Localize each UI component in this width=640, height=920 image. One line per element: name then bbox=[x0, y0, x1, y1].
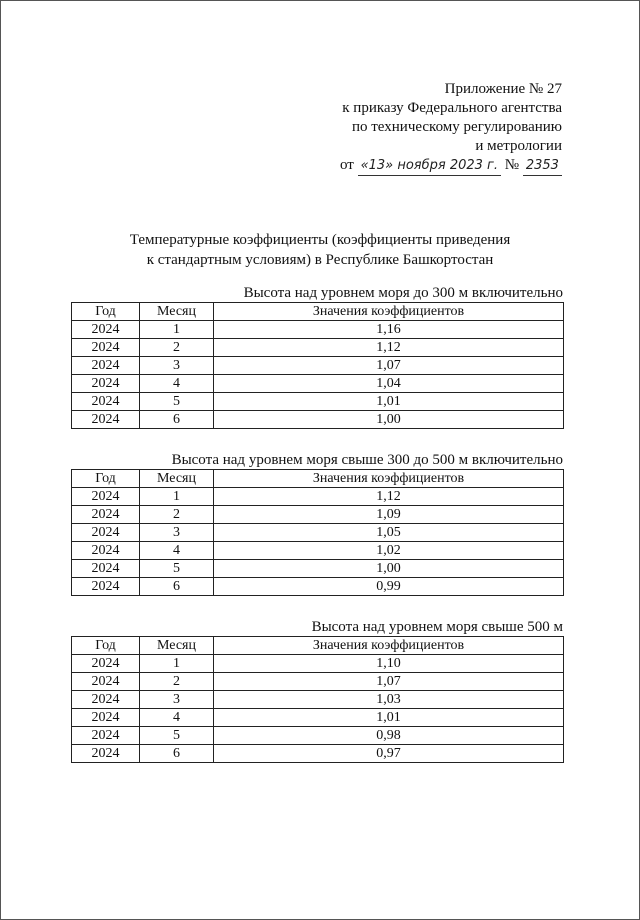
cell-month: 3 bbox=[140, 357, 214, 375]
cell-value: 0,98 bbox=[214, 727, 564, 745]
cell-month: 4 bbox=[140, 709, 214, 727]
table-row bbox=[72, 709, 564, 727]
cell-month: 3 bbox=[140, 691, 214, 709]
cell-year: 2024 bbox=[72, 488, 140, 506]
cell-value: 1,12 bbox=[214, 488, 564, 506]
table-row bbox=[72, 321, 564, 339]
table-row bbox=[72, 524, 564, 542]
cell-month: 5 bbox=[140, 727, 214, 745]
table-row bbox=[72, 488, 564, 506]
cell-value: 1,01 bbox=[214, 709, 564, 727]
appendix-line: к приказу Федерального агентства bbox=[342, 100, 562, 116]
coefficient-table bbox=[71, 636, 564, 763]
cell-month: 6 bbox=[140, 578, 214, 596]
table-row bbox=[72, 375, 564, 393]
table-header-row bbox=[72, 637, 564, 655]
cell-year: 2024 bbox=[72, 411, 140, 429]
cell-value: 1,00 bbox=[214, 411, 564, 429]
cell-month: 4 bbox=[140, 542, 214, 560]
table-row bbox=[72, 542, 564, 560]
table-row bbox=[72, 339, 564, 357]
column-header-year: Год bbox=[72, 637, 140, 655]
cell-month: 6 bbox=[140, 411, 214, 429]
column-header-year: Год bbox=[72, 303, 140, 321]
table-row bbox=[72, 745, 564, 763]
cell-value: 1,07 bbox=[214, 357, 564, 375]
cell-year: 2024 bbox=[72, 506, 140, 524]
table-row bbox=[72, 727, 564, 745]
table-row bbox=[72, 393, 564, 411]
table-row bbox=[72, 578, 564, 596]
column-header-value: Значения коэффициентов bbox=[214, 470, 564, 488]
cell-value: 1,07 bbox=[214, 673, 564, 691]
cell-year: 2024 bbox=[72, 673, 140, 691]
cell-value: 1,01 bbox=[214, 393, 564, 411]
column-header-month: Месяц bbox=[140, 303, 214, 321]
cell-value: 1,00 bbox=[214, 560, 564, 578]
cell-month: 1 bbox=[140, 321, 214, 339]
cell-value: 1,05 bbox=[214, 524, 564, 542]
table-row bbox=[72, 673, 564, 691]
cell-year: 2024 bbox=[72, 655, 140, 673]
column-header-month: Месяц bbox=[140, 470, 214, 488]
cell-year: 2024 bbox=[72, 542, 140, 560]
coefficient-table bbox=[71, 302, 564, 429]
cell-year: 2024 bbox=[72, 393, 140, 411]
order-number: 2353 bbox=[523, 156, 562, 176]
cell-year: 2024 bbox=[72, 339, 140, 357]
cell-month: 2 bbox=[140, 506, 214, 524]
appendix-line: и метрологии bbox=[475, 138, 562, 154]
cell-year: 2024 bbox=[72, 691, 140, 709]
coefficient-table-block bbox=[71, 619, 563, 763]
appendix-line: Приложение № 27 bbox=[444, 81, 562, 97]
order-reference bbox=[340, 156, 562, 176]
cell-value: 0,99 bbox=[214, 578, 564, 596]
cell-value: 1,16 bbox=[214, 321, 564, 339]
cell-month: 4 bbox=[140, 375, 214, 393]
cell-year: 2024 bbox=[72, 321, 140, 339]
cell-year: 2024 bbox=[72, 357, 140, 375]
table-row bbox=[72, 560, 564, 578]
column-header-value: Значения коэффициентов bbox=[214, 303, 564, 321]
cell-year: 2024 bbox=[72, 375, 140, 393]
cell-month: 3 bbox=[140, 524, 214, 542]
document-title bbox=[0, 230, 640, 270]
cell-year: 2024 bbox=[72, 578, 140, 596]
cell-month: 5 bbox=[140, 393, 214, 411]
cell-year: 2024 bbox=[72, 745, 140, 763]
cell-month: 2 bbox=[140, 339, 214, 357]
cell-value: 0,97 bbox=[214, 745, 564, 763]
cell-value: 1,04 bbox=[214, 375, 564, 393]
cell-year: 2024 bbox=[72, 709, 140, 727]
cell-year: 2024 bbox=[72, 560, 140, 578]
table-row bbox=[72, 655, 564, 673]
cell-month: 2 bbox=[140, 673, 214, 691]
cell-year: 2024 bbox=[72, 727, 140, 745]
column-header-value: Значения коэффициентов bbox=[214, 637, 564, 655]
coefficient-table bbox=[71, 469, 564, 596]
coefficient-table-block bbox=[71, 285, 563, 429]
cell-value: 1,12 bbox=[214, 339, 564, 357]
order-number-label: № bbox=[504, 157, 520, 173]
table-caption: Высота над уровнем моря свыше 300 до 500 м включительно bbox=[171, 452, 563, 468]
cell-month: 1 bbox=[140, 488, 214, 506]
table-caption: Высота над уровнем моря свыше 500 м bbox=[311, 619, 563, 635]
coefficient-table-block bbox=[71, 452, 563, 596]
cell-month: 5 bbox=[140, 560, 214, 578]
cell-value: 1,02 bbox=[214, 542, 564, 560]
appendix-line: по техническому регулированию bbox=[351, 119, 562, 135]
table-header-row bbox=[72, 303, 564, 321]
cell-value: 1,10 bbox=[214, 655, 564, 673]
cell-month: 6 bbox=[140, 745, 214, 763]
order-prefix: от bbox=[340, 157, 354, 173]
cell-value: 1,03 bbox=[214, 691, 564, 709]
document-title-line: к стандартным условиям) в Республике Башкортостан bbox=[146, 252, 494, 268]
column-header-year: Год bbox=[72, 470, 140, 488]
cell-month: 1 bbox=[140, 655, 214, 673]
column-header-month: Месяц bbox=[140, 637, 214, 655]
order-date: «13» ноября 2023 г. bbox=[358, 156, 501, 176]
table-row bbox=[72, 691, 564, 709]
table-caption: Высота над уровнем моря до 300 м включительно bbox=[243, 285, 563, 301]
appendix-header bbox=[342, 80, 562, 156]
table-row bbox=[72, 506, 564, 524]
table-header-row bbox=[72, 470, 564, 488]
cell-year: 2024 bbox=[72, 524, 140, 542]
document-title-line: Температурные коэффициенты (коэффициенты приведения bbox=[129, 232, 511, 248]
table-row bbox=[72, 411, 564, 429]
cell-value: 1,09 bbox=[214, 506, 564, 524]
table-row bbox=[72, 357, 564, 375]
